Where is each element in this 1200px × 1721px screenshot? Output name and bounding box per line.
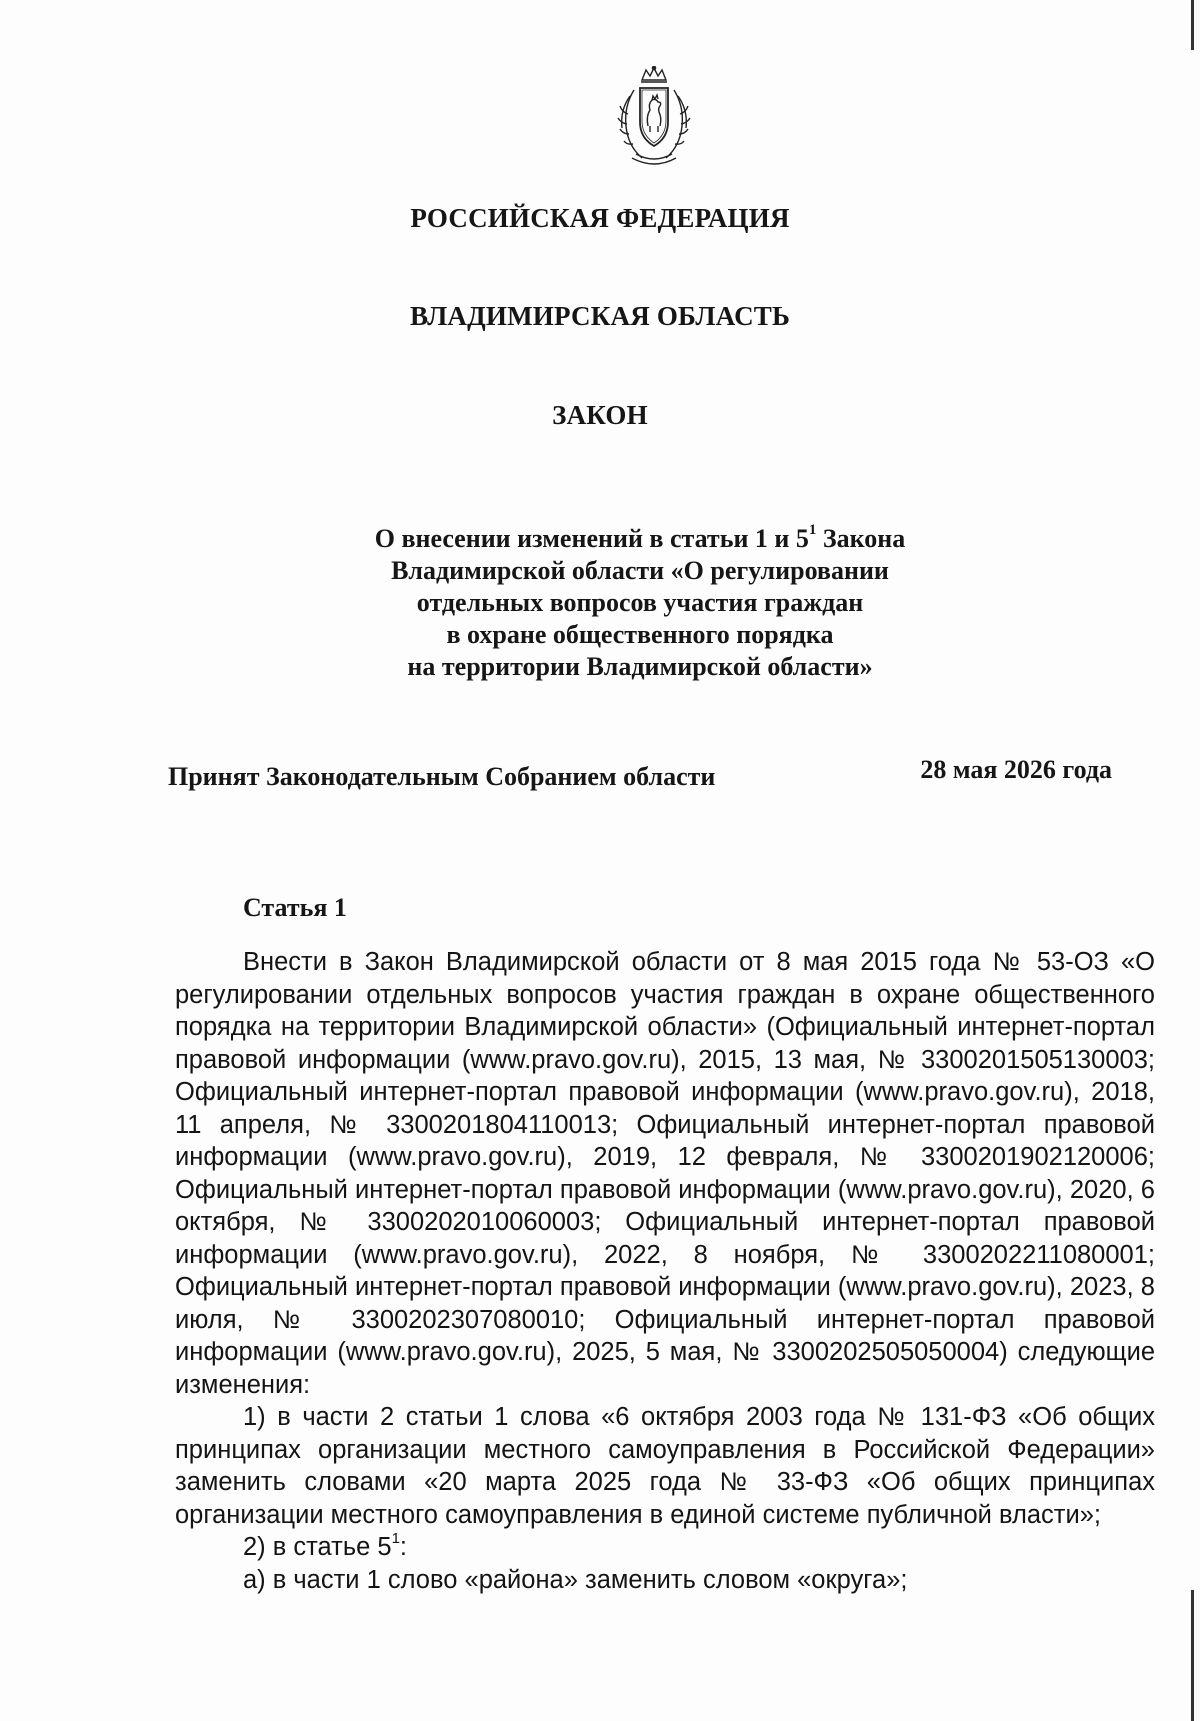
article-1-item-1: 1) в части 2 статьи 1 слова «6 октября 2003 года № 131-ФЗ «Об общих принципах организации местного самоуправления в Российской Федерации» заменить словами «20 марта 2025 года № 33-ФЗ «Об общих принципах организации местного самоуправления в единой системе публичной власти»; xyxy=(175,1403,1155,1529)
law-title-line: на территории Владимирской области» xyxy=(407,652,873,681)
adoption-date: 28 мая 2026 года xyxy=(920,755,1112,784)
law-title-line: в охране общественного порядка xyxy=(446,620,834,649)
law-title-line: отдельных вопросов участия граждан xyxy=(416,588,864,617)
coat-of-arms-icon xyxy=(612,66,696,170)
article-1-title: Статья 1 xyxy=(243,893,347,922)
law-title-line: О внесении изменений в статьи 1 и $5^1$ Закона xyxy=(374,522,906,553)
scan-edge-mark xyxy=(1191,1590,1194,1721)
article-1-intro: Внести в Закон Владимирской области от 8 мая 2015 года № 53-ОЗ «О регулировании отдельных вопросов участия граждан в охране общественного порядка на территории Владимирской области» (Официальный интернет-портал правовой информации (www.pravo.gov.ru), 2015, 13 мая, № 3300201505130003; Официальный интернет-портал правовой информации (www.pravo.gov.ru), 2018, 11 апреля, № 3300201804110013; Официальный интернет-портал правовой информации (www.pravo.gov.ru), 2019, 12 февраля, № 3300201902120006; Официальный интернет-портал правовой информации (www.pravo.gov.ru), 2020, 6 октября, № 3300202010060003; Официальный интернет-портал правовой информации (www.pravo.gov.ru), 2022, 8 ноября, № 3300202211080001; Официальный интернет-портал правовой информации (www.pravo.gov.ru), 2023, 8 июля, № 3300202307080010; Официальный интернет-портал правовой информации (www.pravo.gov.ru), 2025, 5 мая, № 3300202505050004) следующие изменения: xyxy=(175,948,1155,1399)
article-1-item-2a: а) в части 1 слово «района» заменить словом «округа»; xyxy=(243,1565,908,1594)
law-title xyxy=(320,523,960,683)
article-1-item-2: 2) в статье $5^1$: xyxy=(243,1529,408,1561)
heading-federation: РОССИЙСКАЯ ФЕДЕРАЦИЯ xyxy=(410,203,790,233)
law-title-line: Владимирской области «О регулировании xyxy=(391,556,889,585)
article-1-body xyxy=(175,914,1155,1596)
adoption-statement: Принят Законодательным Собранием области xyxy=(168,762,716,791)
heading-document-type: ЗАКОН xyxy=(552,400,648,430)
scan-edge-mark xyxy=(1191,0,1194,50)
heading-region: ВЛАДИМИРСКАЯ ОБЛАСТЬ xyxy=(409,301,791,331)
